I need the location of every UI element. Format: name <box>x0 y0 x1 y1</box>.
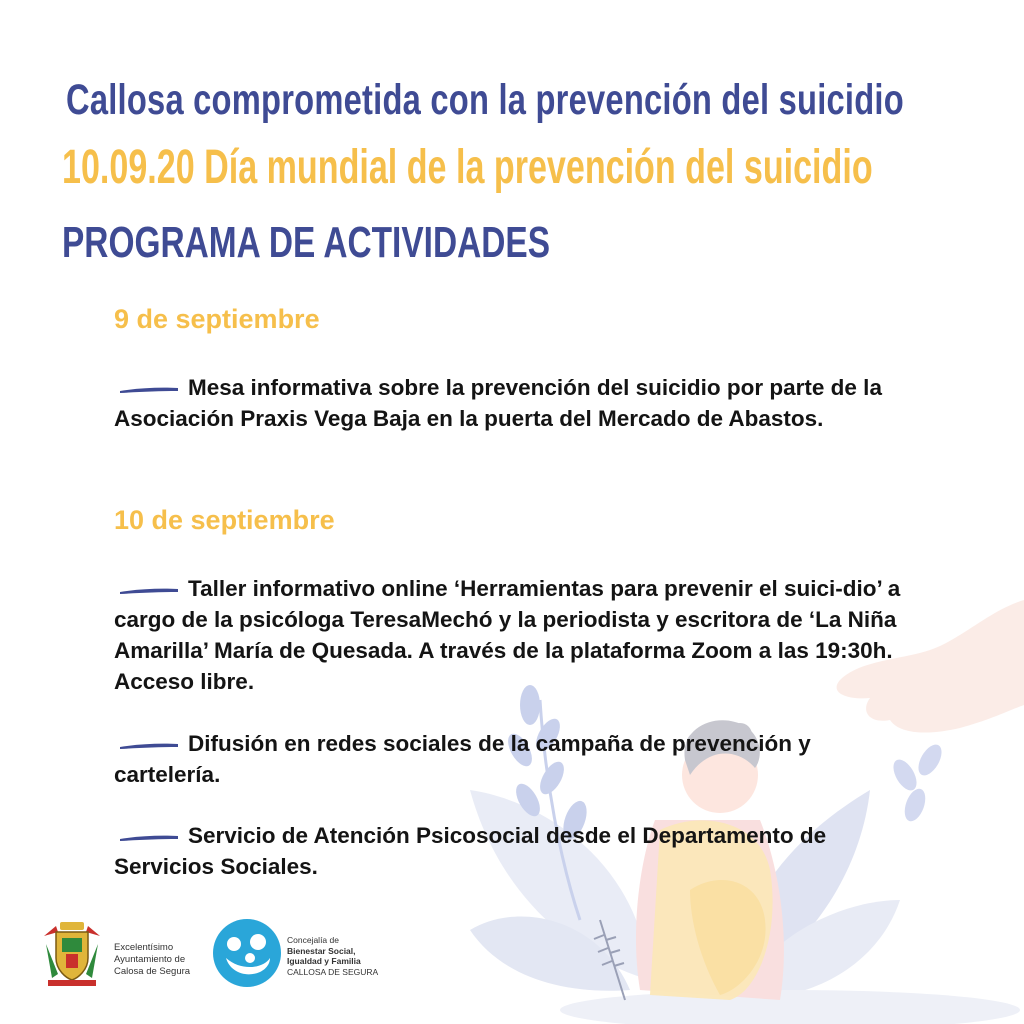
activity-text: Taller informativo online ‘Herramientas para prevenir el suici-dio’ a cargo de la psicóloga TeresaMechó y la periodista y escritora de ‘La Niña Amarilla’ María de Quesada. A través de la plataforma Zoom a las 19:30h. Acceso libre. <box>114 576 901 694</box>
brush-dash-icon <box>118 382 180 396</box>
ayuntamiento-line: Ayuntamiento de <box>114 954 186 965</box>
date-heading: 10 de septiembre <box>114 505 335 535</box>
activity-item <box>114 820 904 882</box>
activity-item <box>114 728 904 790</box>
brush-dash-icon <box>118 583 180 597</box>
ayuntamiento-line: Excelentísimo <box>114 942 174 953</box>
activity-text: Servicio de Atención Psicosocial desde el Departamento de Servicios Sociales. <box>114 823 827 879</box>
headline-commitment: Callosa comprometida con la prevención del suicidio <box>66 76 904 124</box>
concejalia-line: Concejalía de <box>287 935 339 945</box>
concejalia-line: Igualdad y Familia <box>287 956 361 966</box>
concejalia-logo <box>212 918 282 988</box>
activity-text: Mesa informativa sobre la prevención del suicidio por parte de la Asociación Praxis Vega Baja en la puerta del Mercado de Abastos. <box>114 375 882 431</box>
activity-text: Difusión en redes sociales de la campaña de prevención y cartelería. <box>114 731 811 787</box>
ayuntamiento-line: Calosa de Segura <box>114 966 191 977</box>
brush-dash-icon <box>118 738 180 752</box>
headline-world-day: 10.09.20 Día mundial de la prevención del suicidio <box>62 141 873 194</box>
concejalia-line: Bienestar Social, <box>287 945 356 956</box>
headline-program: PROGRAMA DE ACTIVIDADES <box>62 218 551 267</box>
coat-of-arms-logo <box>38 918 106 990</box>
ayuntamiento-label <box>114 942 190 978</box>
brush-dash-icon <box>118 830 180 844</box>
concejalia-label <box>287 935 378 977</box>
concejalia-line: CALLOSA DE SEGURA <box>287 966 379 977</box>
date-heading: 9 de septiembre <box>114 304 320 334</box>
activity-item <box>114 372 904 434</box>
activity-item <box>114 573 904 697</box>
